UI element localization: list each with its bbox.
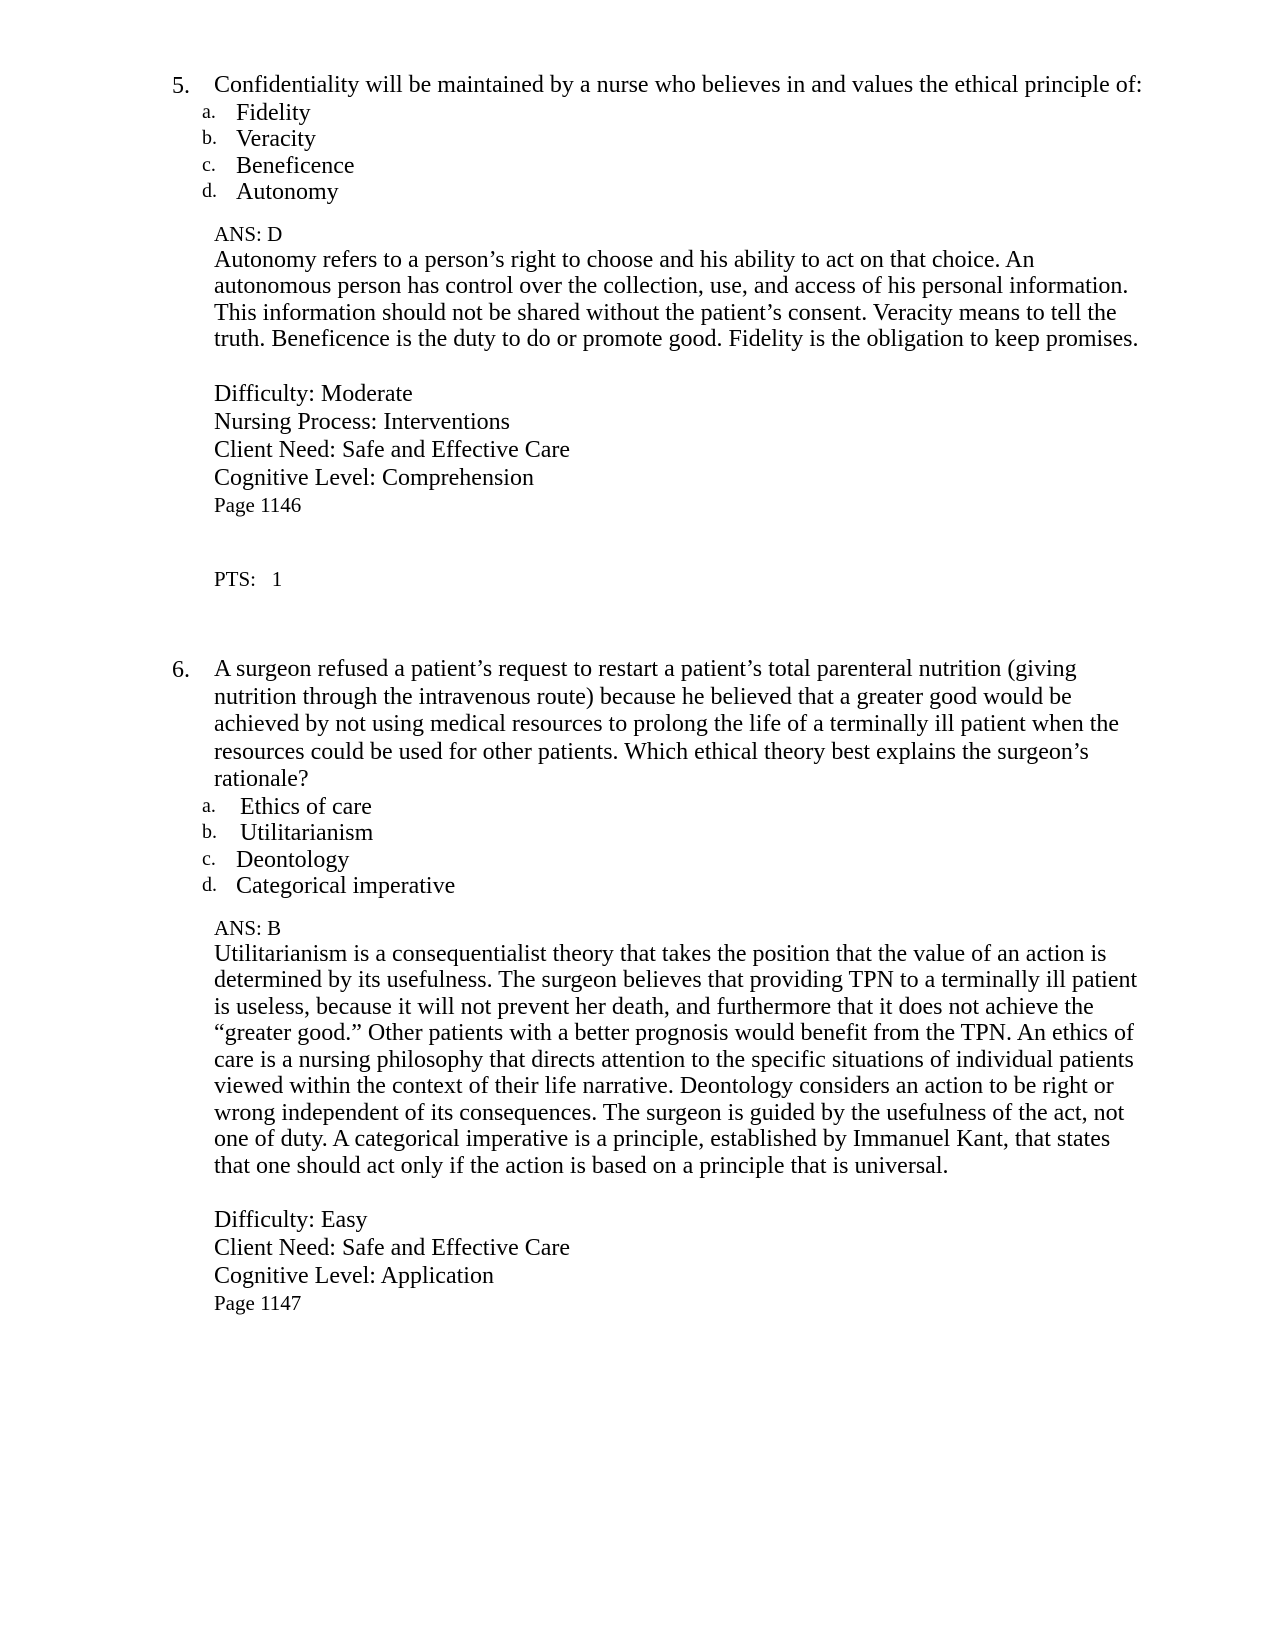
meta-difficulty: Difficulty: Moderate (214, 380, 413, 407)
option-letter: a. (202, 794, 216, 817)
question-metadata (214, 1206, 1144, 1290)
option-letter: d. (202, 874, 217, 896)
option-text: Utilitarianism (240, 820, 374, 846)
option-letter: b. (202, 127, 217, 149)
meta-difficulty: Difficulty: Easy (214, 1207, 368, 1233)
page-reference: Page 1147 (214, 1291, 302, 1315)
meta-cognitive-level: Cognitive Level: Comprehension (214, 464, 534, 491)
question-number: 6. (172, 657, 190, 683)
option-a (202, 794, 1152, 821)
question-6 (172, 656, 1152, 1316)
option-text: Categorical imperative (236, 873, 456, 899)
page-reference: Page 1146 (214, 492, 302, 517)
option-text: Veracity (236, 126, 316, 152)
answer-options (202, 100, 1152, 206)
option-d (202, 873, 1152, 900)
option-text: Ethics of care (240, 793, 372, 820)
question-metadata (214, 380, 1144, 492)
answer-block (214, 915, 1144, 1317)
meta-cognitive-level: Cognitive Level: Application (214, 1263, 494, 1289)
meta-nursing-process: Nursing Process: Interventions (214, 408, 510, 435)
option-text: Deontology (236, 846, 350, 873)
rationale: Utilitarianism is a consequentialist theory that takes the position that the value of an action is determined by its usefulness. The surgeon believes that providing TPN to a terminally ill patient is useless, because it will not prevent her death, and furthermore that it does not achieve the “greater good.” Other patients with a better prognosis would benefit from the TPN. An ethics of care is a nursing philosophy that directs attention to the specific situations of individual patients viewed within the context of their life narrative. Deontology considers an action to be right or wrong independent of its consequences. The surgeon is guided by the usefulness of the act, not one of duty. A categorical imperative is a principle, established by Immanuel Kant, that states that one should act only if the action is based on a principle that is universal. (214, 940, 1138, 1179)
option-a (202, 100, 1152, 127)
option-text: Fidelity (236, 99, 311, 126)
option-b (202, 126, 1152, 153)
option-letter: d. (202, 180, 217, 202)
answer-key: ANS: B (214, 915, 282, 940)
answer-block (214, 221, 1144, 592)
question-number: 5. (172, 73, 190, 99)
option-letter: a. (202, 100, 216, 123)
question-stem: Confidentiality will be maintained by a nurse who believes in and values the ethical principle of: (214, 72, 1143, 98)
option-d (202, 179, 1152, 206)
option-letter: c. (202, 847, 216, 870)
answer-options (202, 794, 1152, 900)
question-stem: A surgeon refused a patient’s request to restart a patient’s total parenteral nutrition (giving nutrition through the intravenous route) because he believed that a greater good would be achieved by not using medical resources to prolong the life of a terminally ill patient when the resources could be used for other patients. Which ethical theory best explains the surgeon’s rationale? (214, 656, 1120, 792)
option-letter: c. (202, 153, 216, 176)
option-text: Beneficence (236, 152, 355, 179)
option-b (202, 820, 1152, 847)
meta-client-need: Client Need: Safe and Effective Care (214, 1235, 571, 1261)
option-text: Autonomy (236, 179, 339, 205)
option-letter: b. (202, 821, 217, 843)
option-c (202, 153, 1152, 180)
points: PTS: 1 (214, 566, 283, 591)
option-c (202, 847, 1152, 874)
question-5 (172, 72, 1152, 592)
answer-key: ANS: D (214, 221, 283, 246)
meta-client-need: Client Need: Safe and Effective Care (214, 436, 571, 463)
rationale: Autonomy refers to a person’s right to choose and his ability to act on that choice. An autonomous person has control over the collection, use, and access of his personal information. This information should not be shared without the patient’s consent. Veracity means to tell the truth. Beneficence is the duty to do or promote good. Fidelity is the obligation to keep promises. (214, 246, 1139, 352)
